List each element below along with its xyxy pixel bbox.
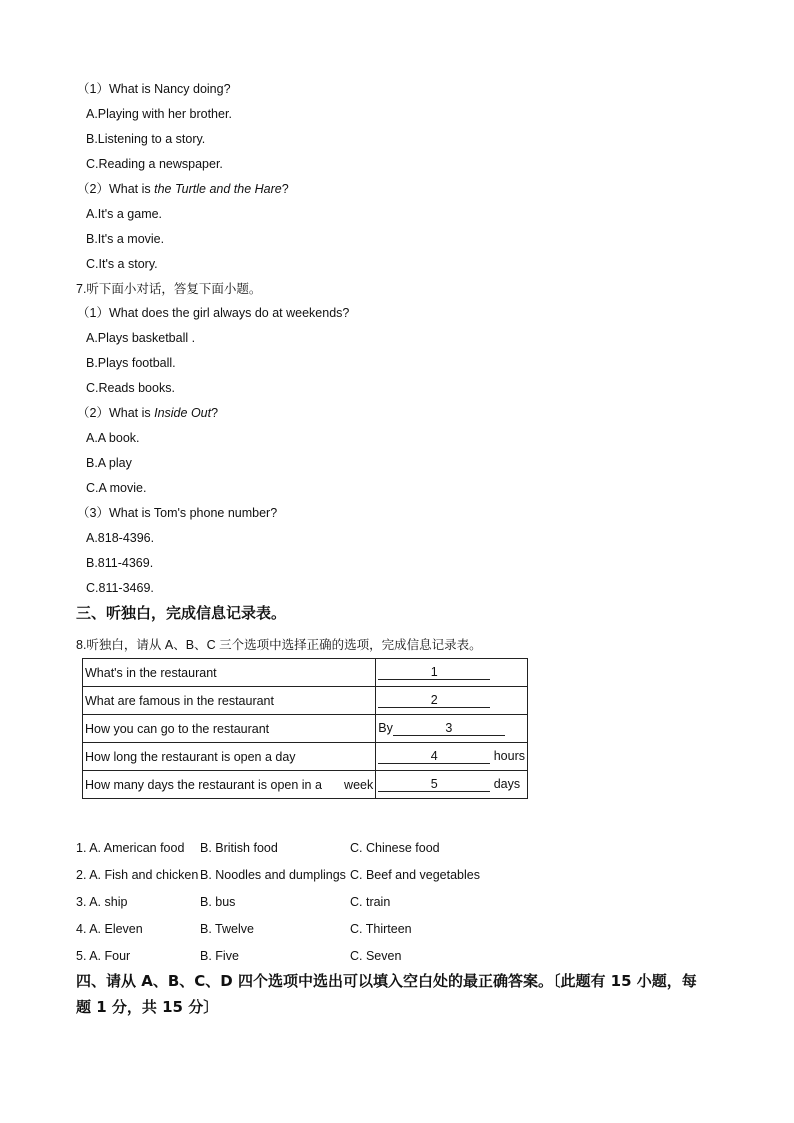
answer-5-a: 5. A. Four	[76, 949, 131, 963]
q6-sub1-option-c: C.Reading a newspaper.	[86, 157, 223, 171]
blank-suffix: days	[493, 777, 521, 791]
section4-heading-line1: 四、请从 A、B、C、D 四个选项中选出可以填入空白处的最正确答案。〔此题有 15 小题，每	[76, 972, 697, 990]
table-row-label: What are famous in the restaurant	[83, 687, 376, 715]
blank-4: 4	[378, 749, 490, 764]
table-row	[83, 771, 528, 799]
table-row-blank-cell	[376, 743, 528, 771]
blank-5: 5	[378, 777, 490, 792]
q6-sub2-option-a: A.It's a game.	[86, 207, 163, 221]
table-row-label: How many days the restaurant is open in a week	[83, 771, 376, 799]
table-row-label: What's in the restaurant	[83, 659, 376, 687]
q6-sub2-question: （2）What is the Turtle and the Hare?	[77, 182, 289, 196]
q7-sub2-option-a: A.A book.	[86, 431, 140, 445]
q6-sub1-option-b: B.Listening to a story.	[86, 132, 206, 146]
table-row	[83, 715, 528, 743]
q6-sub2-option-b: B.It's a movie.	[86, 232, 165, 246]
q7-sub2-option-c: C.A movie.	[86, 481, 147, 495]
answer-4-b: B. Twelve	[200, 922, 254, 936]
blank-3: 3	[393, 721, 505, 736]
answer-1-a: 1. A. American food	[76, 841, 185, 855]
section3-heading: 三、听独白，完成信息记录表。	[76, 604, 287, 622]
q7-sub2-question: （2）What is Inside Out?	[77, 406, 219, 420]
q6-sub1-option-a: A.Playing with her brother.	[86, 107, 232, 121]
section4-heading-line2: 题 1 分，共 15 分〕	[76, 998, 219, 1016]
table-row	[83, 687, 528, 715]
answer-4-c: C. Thirteen	[350, 922, 412, 936]
q6-sub1-question: （1）What is Nancy doing?	[77, 82, 231, 96]
blank-prefix: By	[378, 721, 393, 735]
q7-sub1-option-b: B.Plays football.	[86, 356, 176, 370]
table-row-label: How you can go to the restaurant	[83, 715, 376, 743]
answer-1-b: B. British food	[200, 841, 278, 855]
q7-sub1-question: （1）What does the girl always do at weekends?	[77, 306, 350, 320]
answer-2-a: 2. A. Fish and chicken	[76, 868, 199, 882]
answer-3-b: B. bus	[200, 895, 236, 909]
answer-3-a: 3. A. ship	[76, 895, 128, 909]
q7-sub1-option-c: C.Reads books.	[86, 381, 175, 395]
table-row-blank-cell	[376, 771, 528, 799]
answer-2-b: B. Noodles and dumplings	[200, 868, 346, 882]
answer-1-c: C. Chinese food	[350, 841, 440, 855]
q7-sub3-option-a: A.818-4396.	[86, 531, 155, 545]
q7-intro: 7.听下面小对话，答复下面小题。	[76, 282, 262, 296]
blank-suffix: hours	[493, 749, 525, 763]
blank-2: 2	[378, 693, 490, 708]
info-record-table	[82, 658, 528, 799]
answer-2-c: C. Beef and vegetables	[350, 868, 480, 882]
answer-5-b: B. Five	[200, 949, 239, 963]
q7-sub3-option-c: C.811-3469.	[86, 581, 154, 595]
table-row-blank-cell	[376, 687, 528, 715]
table-row-blank-cell	[376, 715, 528, 743]
answer-4-a: 4. A. Eleven	[76, 922, 143, 936]
q7-sub2-option-b: B.A play	[86, 456, 132, 470]
table-row	[83, 659, 528, 687]
q7-sub3-option-b: B.811-4369.	[86, 556, 154, 570]
q7-sub1-option-a: A.Plays basketball .	[86, 331, 196, 345]
table-row-label: How long the restaurant is open a day	[83, 743, 376, 771]
answer-5-c: C. Seven	[350, 949, 402, 963]
blank-1: 1	[378, 665, 490, 680]
table-row	[83, 743, 528, 771]
q7-sub3-question: （3）What is Tom's phone number?	[77, 506, 278, 520]
answer-3-c: C. train	[350, 895, 391, 909]
q6-sub2-option-c: C.It's a story.	[86, 257, 158, 271]
section3-intro: 8.听独白，请从 A、B、C 三个选项中选择正确的选项，完成信息记录表。	[76, 638, 482, 652]
table-row-blank-cell	[376, 659, 528, 687]
